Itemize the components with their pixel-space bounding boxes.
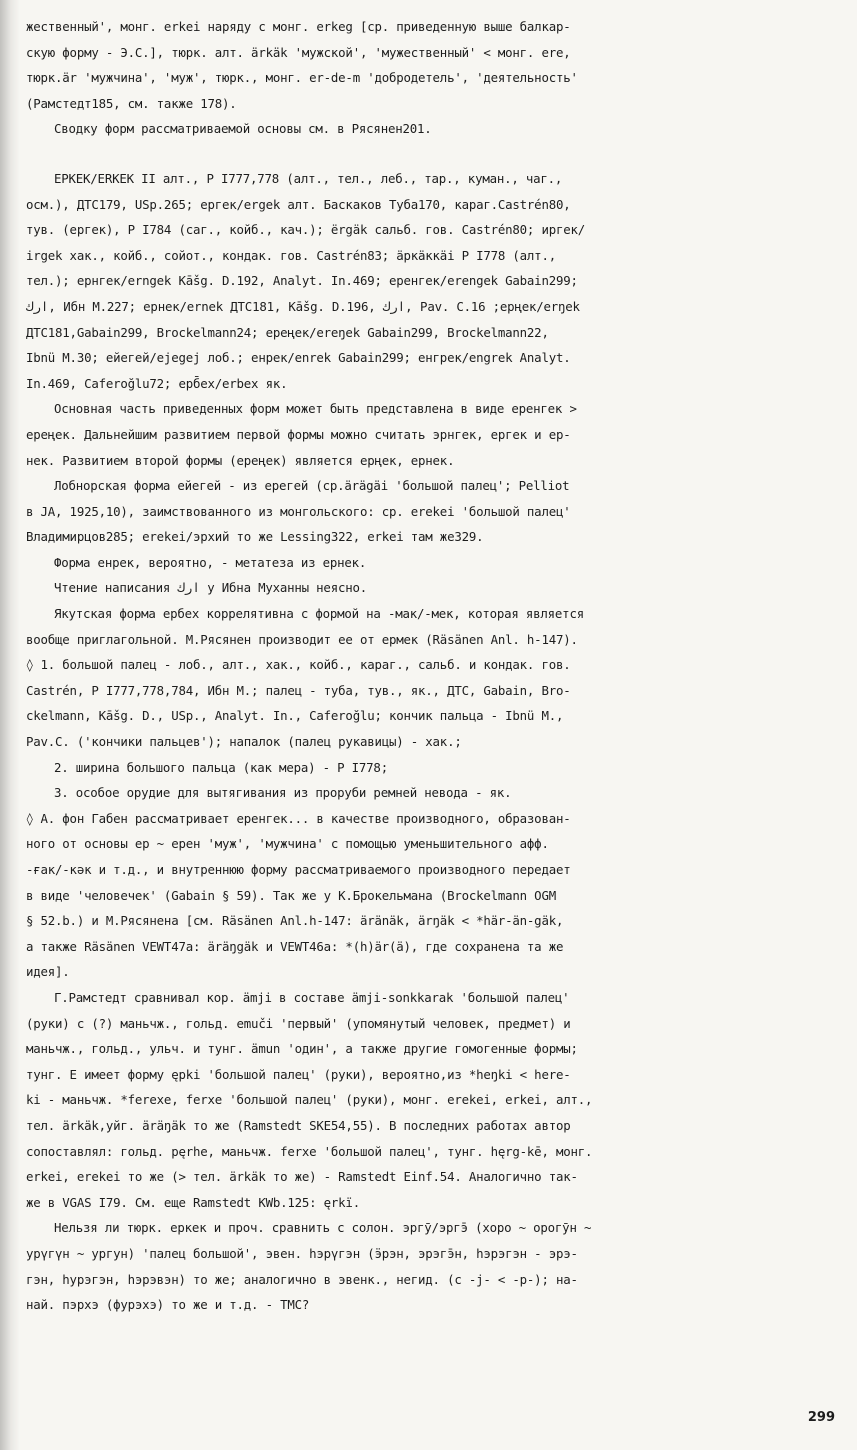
text-line: Якутская форма ербех коррелятивна с формой на -мак/-мек, которая является <box>54 606 584 622</box>
text-line: ki - маньчж. *ferexe, ferxe 'большой палец' (руки), монг. erekei, erkei, алт., <box>26 1092 593 1108</box>
text-line: Г.Рамстедт сравнивал кор. ämji в составе ämji-sonkkarak 'большой палец' <box>54 989 570 1005</box>
entry-header <box>26 166 841 396</box>
paragraph-yakut <box>26 601 841 755</box>
paragraph-ramstedt <box>26 985 841 1215</box>
text-line: Castrén, Р I777,778,784, Ибн М.; палец - туба, тув., як., ДТС, Gabain, Bro- <box>26 682 571 698</box>
text-line: erkei, erekei то же (> тел. ärkäk то же) - Ramstedt Einf.54. Аналогично так- <box>26 1169 578 1185</box>
text-line: жественный', монг. erkei наряду с монг. erkeg [ср. приведенную выше балкар- <box>26 19 571 34</box>
text-line: урүгүн ~ ургун) 'палец большой', эвен. hэрүгэн (ӭрэн, эрэгэ̄н, hэрэгэн - эрэ- <box>26 1245 578 1261</box>
paragraph-reading <box>26 575 841 601</box>
text-line: в JA, 1925,10), заимствованного из монгольского: ср. erekei 'большой палец' <box>26 503 571 519</box>
text-line: ◊ 1. большой палец - лоб., алт., хак., койб., караг., сальб. и кондак. гов. <box>26 657 571 673</box>
text-line: ного от основы ер ~ ерен 'муж', 'мужчина' с помощью уменьшительного афф. <box>26 836 549 852</box>
paragraph-top <box>26 14 841 142</box>
text-line: 2. ширина большого пальца (как мера) - Р I778; <box>54 759 388 775</box>
text-line: а также Räsänen VEWT47a: äräŋgäk и VEWT46a: *(h)är(ä), где сохранена та же <box>26 938 564 954</box>
text-line: идея]. <box>26 964 70 980</box>
paragraph-sense-2 <box>26 755 841 781</box>
paragraph-sense-3 <box>26 780 841 806</box>
text-line: тунг. Е имеет форму ępki 'большой палец' (руки), вероятно,из *heŋki < here- <box>26 1066 571 1082</box>
section-gap <box>26 142 841 166</box>
text-line: же в VGAS I79. См. еще Ramstedt KWb.125: ęrkï. <box>26 1194 360 1210</box>
paragraph-main <box>26 396 841 473</box>
text-line: Основная часть приведенных форм может быть представлена в виде еренгек > <box>54 401 577 417</box>
document-page <box>26 14 841 1318</box>
page-number: 299 <box>807 1410 835 1425</box>
text-line: Чтение написания ارك у Ибна Муханны неясно. <box>54 580 367 596</box>
text-line: Нельзя ли тюрк. еркек и проч. сравнить с солон. эргӯ/эргэ̄ (хоро ~ орогӯн ~ <box>54 1220 592 1236</box>
paragraph-enrek <box>26 550 841 576</box>
paragraph-solon <box>26 1215 841 1317</box>
text-line: сопоставлял: гольд. pęrhe, маньчж. ferxe 'большой палец', тунг. hęrg-kē, монг. <box>26 1143 593 1159</box>
text-line: § 52.b.) и М.Рясянена [см. Räsänen Anl.h-147: äränäk, ärŋäk < *här-än-gäk, <box>26 913 564 929</box>
text-line: irgek хак., койб., сойот., кондак. гов. Castrén83; äркäккäi Р I778 (алт., <box>26 247 556 263</box>
text-line: маньчж., гольд., ульч. и тунг. ämun 'один', а также другие гомогенные формы; <box>26 1041 578 1057</box>
text-line: Ibnü M.30; ейегей/ejegej лоб.; енрек/enrek Gabain299; енгрек/engrek Analyt. <box>26 350 571 366</box>
text-line: ◊ А. фон Габен рассматривает еренгек... в качестве производного, образован- <box>26 810 571 826</box>
text-line: тел.); ернгек/erngek Kāšg. D.192, Analyt. In.469; еренгек/erengek Gabain299; <box>26 273 578 289</box>
text-line: (руки) с (?) маньчж., гольд. emuči 'первый' (упомянутый человек, предмет) и <box>26 1015 571 1031</box>
text-line: Лобнорская форма ейегей - из ерегей (ср.ärägäi 'большой палец'; Pelliot <box>54 478 570 494</box>
text-line: вообще приглагольной. М.Рясянен производит ее от ермек (Räsänen Anl. h-147). <box>26 631 578 647</box>
text-line: тел. ärkäk,уйг. äräŋäk то же (Ramstedt SKE54,55). В последних работах автор <box>26 1117 571 1133</box>
text-line: ДТС181,Gabain299, Brockelmann24; ереңек/ereŋek Gabain299, Brockelmann22, <box>26 324 549 340</box>
text-line: скую форму - Э.С.], тюрк. алт. ärkäk 'мужской', 'мужественный' < монг. ere, <box>26 44 571 60</box>
text-line: тув. (ергек), Р I784 (саг., койб., кач.); ërgäk сальб. гов. Castrén80; иргек/ <box>26 222 586 238</box>
text-line: тюрк.är 'мужчина', 'муж', тюрк., монг. er-de-m 'добродетель', 'деятельность' <box>26 70 578 86</box>
text-line: в виде 'человечек' (Gabain § 59). Так же у К.Брокельмана (Brockelmann OGM <box>26 887 556 903</box>
text-line: Владимирцов285; erekei/эрхий то же Lessing322, erkei там же329. <box>26 529 484 545</box>
paragraph-gabain <box>26 806 841 985</box>
text-line: Сводку форм рассматриваемой основы см. в Рясянен201. <box>54 121 432 137</box>
text-line: 3. особое орудие для вытягивания из проруби ремней невода - як. <box>54 785 512 801</box>
text-line: (Рамстедт185, см. также 178). <box>26 95 237 111</box>
text-line: ЕРКЕК/ERKEK II алт., Р I777,778 (алт., тел., леб., тар., куман., чаг., <box>54 170 563 186</box>
text-line: In.469, Caferoğlu72; ерб̄ех/erbex як. <box>26 375 288 391</box>
text-line: нек. Развитием второй формы (ереңек) является ерңек, ернек. <box>26 452 455 468</box>
text-line: най. пэрхэ (фурэхэ) то же и т.д. - ТМС? <box>26 1297 310 1313</box>
text-line: гэн, hурэгэн, hэрэвэн) то же; аналогично в эвенк., негид. (с -ј- < -р-); на- <box>26 1271 578 1287</box>
text-line: ارك, Ибн М.227; ернек/ernek ДТС181, Kāšg. D.196, ارك, Pav. C.16 ;ерңек/erŋek <box>26 298 580 314</box>
text-line: Форма енрек, вероятно, - метатеза из ернек. <box>54 554 367 570</box>
paragraph-lob <box>26 473 841 550</box>
text-line: -ғак/-кәк и т.д., и внутреннюю форму рассматриваемого производного передает <box>26 862 571 877</box>
text-line: Pav.C. ('кончики пальцев'); напалок (палец рукавицы) - хак.; <box>26 734 462 750</box>
scan-shadow <box>0 0 20 1450</box>
text-line: ереңек. Дальнейшим развитием первой формы можно считать эрнгек, ергек и ер- <box>26 426 571 442</box>
text-line: ckelmann, Kāšg. D., USp., Analyt. In., Caferoğlu; кончик пальца - Ibnü M., <box>26 708 564 724</box>
text-line: осм.), ДТС179, USp.265; ергек/ergek алт. Баскаков Туба170, караг.Castrén80, <box>26 196 571 212</box>
